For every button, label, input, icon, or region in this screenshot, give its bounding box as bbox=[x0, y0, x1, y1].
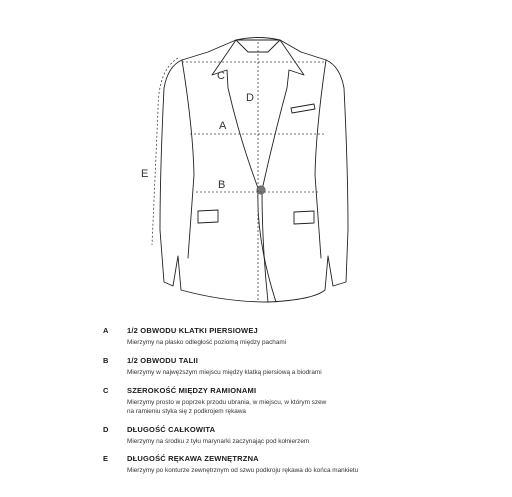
jacket-outline bbox=[160, 40, 348, 302]
legend-description: Mierzymy na środku z tyłu marynarki zaczynając pod kołnierzem bbox=[127, 438, 310, 445]
front-opening-inner bbox=[262, 190, 268, 302]
label-b: B bbox=[218, 179, 226, 191]
label-a: A bbox=[219, 120, 227, 132]
right-armhole-seam bbox=[315, 60, 326, 258]
legend-letter: A bbox=[103, 326, 109, 335]
legend-title: DŁUGOŚĆ CAŁKOWITA bbox=[127, 425, 216, 434]
measure-line-e bbox=[152, 58, 178, 245]
legend-letter: C bbox=[103, 386, 109, 395]
right-hip-pocket bbox=[294, 211, 314, 224]
left-hip-pocket bbox=[198, 210, 218, 223]
label-e: E bbox=[141, 168, 149, 180]
legend-description: Mierzymy w najwęższym miejscu między klatką piersiową a biodrami bbox=[127, 369, 322, 376]
left-armhole-seam bbox=[182, 60, 194, 258]
legend-title: 1/2 OBWODU TALII bbox=[127, 356, 198, 365]
legend-description: Mierzymy na płasko odległość poziomą między pachami bbox=[127, 339, 287, 346]
legend-description: Mierzymy po konturze zewnętrznym od szwu podkroju rękawa do końca mankietu bbox=[127, 467, 359, 474]
legend-letter: D bbox=[103, 425, 109, 434]
legend-title: DŁUGOŚĆ RĘKAWA ZEWNĘTRZNA bbox=[127, 454, 259, 463]
breast-pocket bbox=[291, 104, 315, 113]
legend-title: 1/2 OBWODU KLATKI PIERSIOWEJ bbox=[127, 326, 258, 335]
legend-description: Mierzymy prosto w poprzek przodu ubrania, w miejscu, w którym szew bbox=[127, 399, 327, 406]
legend-letter: B bbox=[103, 356, 109, 365]
right-lapel bbox=[262, 40, 304, 190]
legend-letter: E bbox=[103, 454, 109, 463]
legend-description: na ramieniu styka się z podkrojem rękawa bbox=[127, 408, 246, 415]
label-d: D bbox=[246, 92, 254, 104]
label-c: C bbox=[217, 70, 225, 82]
legend-title: SZEROKOŚĆ MIĘDZY RAMIONAMI bbox=[127, 386, 257, 395]
front-opening bbox=[258, 188, 276, 302]
